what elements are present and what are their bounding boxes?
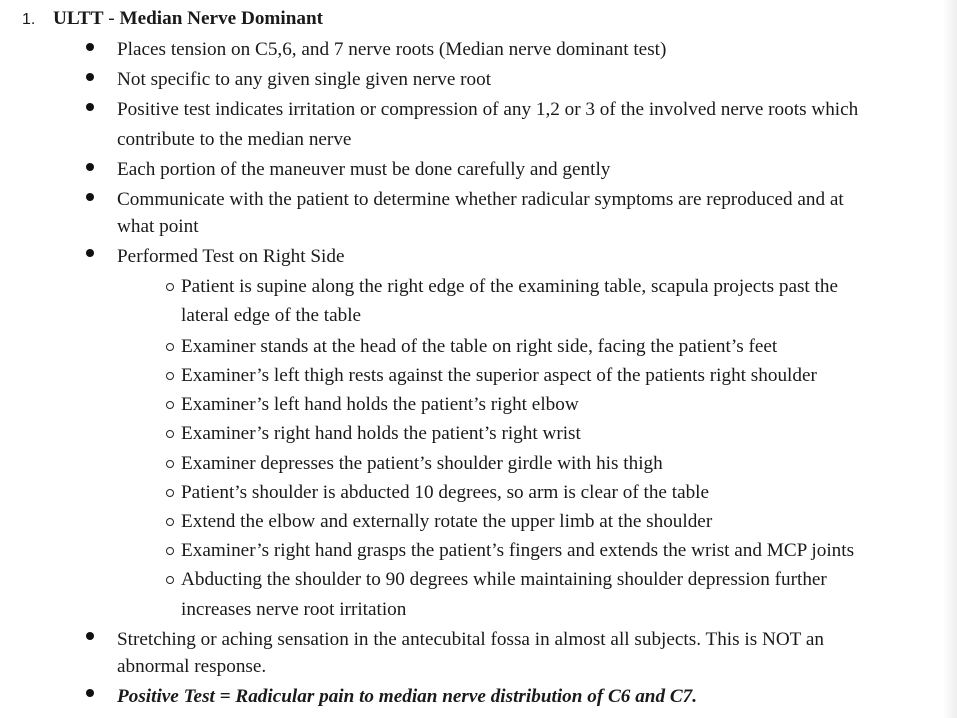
sub-bullet-icon (166, 547, 174, 555)
sub-list-item: Examiner’s right hand holds the patient’s right wrist (181, 423, 581, 444)
heading-abbrev: ULTT (53, 8, 104, 29)
sub-list-item: Examiner stands at the head of the table on right side, facing the patient’s feet (181, 336, 778, 357)
bullet-icon (86, 689, 94, 697)
bullet-icon (86, 73, 94, 81)
sub-list-item: Examiner’s left hand holds the patient’s right elbow (181, 394, 579, 415)
sub-list-item: Examiner’s left thigh rests against the superior aspect of the patients right shoulder (181, 365, 817, 386)
list-item: Performed Test on Right Side (117, 246, 345, 267)
sub-bullet-icon (166, 401, 174, 409)
list-item-continuation: what point (117, 216, 199, 237)
sub-list-item: Abducting the shoulder to 90 degrees while maintaining shoulder depression further (181, 569, 827, 590)
sub-list-item-continuation: increases nerve root irritation (181, 599, 407, 620)
positive-test-item: Positive Test = Radicular pain to median nerve distribution of C6 and C7. (117, 686, 698, 707)
sub-bullet-icon (166, 283, 174, 291)
list-item-continuation: contribute to the median nerve (117, 129, 352, 150)
sub-list-item: Extend the elbow and externally rotate the upper limb at the shoulder (181, 511, 713, 532)
bullet-icon (86, 249, 94, 257)
list-item-continuation: abnormal response. (117, 656, 267, 677)
bullet-icon (86, 632, 94, 640)
sub-list-item: Examiner’s right hand grasps the patient’s fingers and extends the wrist and MCP joints (181, 540, 855, 561)
sub-list-item: Patient is supine along the right edge of the examining table, scapula projects past the (181, 276, 838, 297)
list-item: Positive test indicates irritation or compression of any 1,2 or 3 of the involved nerve roots which (117, 99, 859, 120)
list-item: Places tension on C5,6, and 7 nerve roots (Median nerve dominant test) (117, 39, 667, 60)
heading-separator: - (103, 8, 120, 29)
heading-title: Median Nerve Dominant (119, 8, 324, 29)
list-item: Not specific to any given single given nerve root (117, 69, 492, 90)
list-item: Each portion of the maneuver must be done carefully and gently (117, 159, 611, 180)
sub-bullet-icon (166, 576, 174, 584)
sub-list-item: Examiner depresses the patient’s shoulder girdle with his thigh (181, 453, 663, 474)
bullet-icon (86, 163, 94, 171)
list-item: Communicate with the patient to determine whether radicular symptoms are reproduced and at (117, 189, 844, 210)
bullet-icon (86, 103, 94, 111)
list-number: 1. (22, 11, 36, 28)
section-heading (53, 8, 323, 30)
bullet-icon (86, 193, 94, 201)
sub-bullet-icon (166, 372, 174, 380)
bullet-icon (86, 43, 94, 51)
sub-bullet-icon (166, 430, 174, 438)
list-item: Stretching or aching sensation in the antecubital fossa in almost all subjects. This is NOT an (117, 629, 824, 650)
sub-list-item-continuation: lateral edge of the table (181, 305, 362, 326)
sub-bullet-icon (166, 489, 174, 497)
page-edge-shadow (943, 0, 957, 718)
sub-bullet-icon (166, 343, 174, 351)
sub-bullet-icon (166, 518, 174, 526)
sub-list-item: Patient’s shoulder is abducted 10 degrees, so arm is clear of the table (181, 482, 710, 503)
sub-bullet-icon (166, 460, 174, 468)
